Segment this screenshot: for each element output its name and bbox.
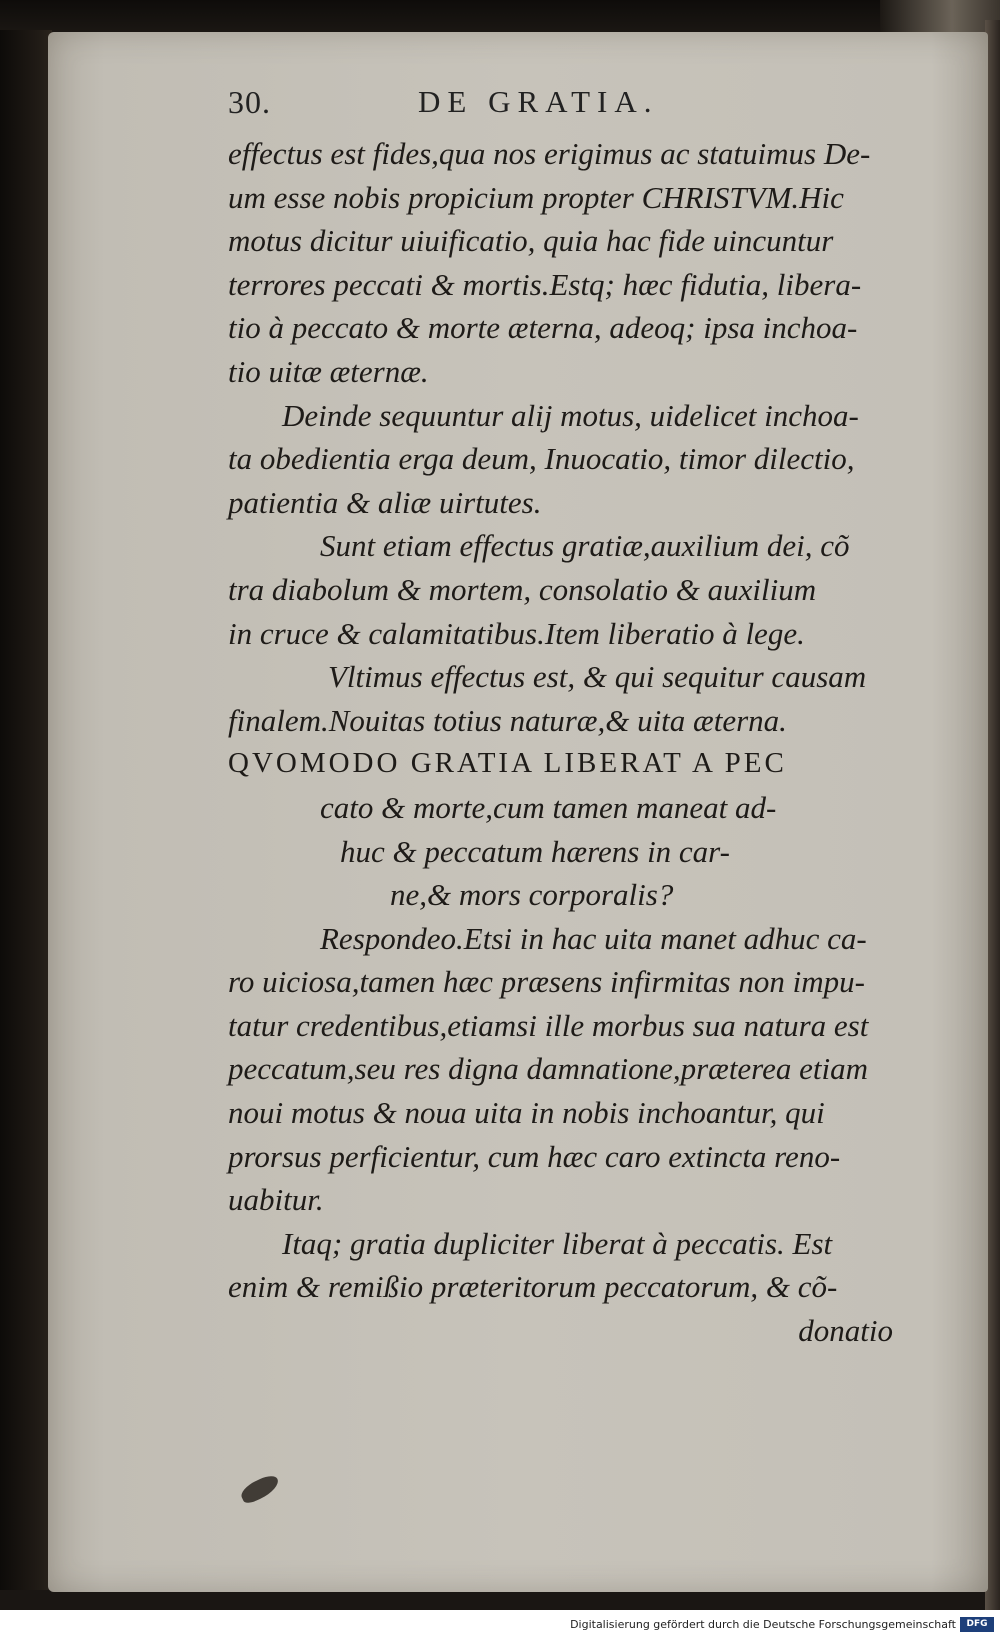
text-line: um esse nobis propicium propter CHRISTVM.Hic (228, 179, 844, 215)
text-line: uabitur. (228, 1182, 324, 1218)
catchword: donatio (798, 1313, 893, 1349)
text-line: noui motus & noua uita in nobis inchoantur, qui (228, 1095, 825, 1131)
text-line: terrores peccati & mortis.Estq; hæc fidutia, libera- (228, 266, 862, 302)
text-line: effectus est fides,qua nos erigimus ac statuimus De- (228, 136, 871, 171)
funding-credit: Digitalisierung gefördert durch die Deutsche Forschungsgemeinschaft (570, 1618, 956, 1631)
footer-bar (0, 1610, 1000, 1642)
text-line: Respondeo.Etsi in hac uita manet adhuc ca- (320, 920, 867, 956)
text-line: Itaq; gratia dupliciter liberat à peccatis. Est (282, 1225, 833, 1261)
page-number: 30. (228, 84, 271, 120)
text-line: peccatum,seu res digna damnatione,præterea etiam (228, 1051, 868, 1087)
text-line: Deinde sequuntur alij motus, uidelicet inchoa- (282, 397, 859, 433)
dfg-logo: DFG (960, 1617, 994, 1632)
question-heading: QVOMODO GRATIA LIBERAT A PEC (228, 747, 787, 780)
question-line: ne,& mors corporalis? (390, 877, 674, 913)
text-line: tra diabolum & mortem, consolatio & auxilium (228, 571, 817, 607)
question-line: cato & morte,cum tamen maneat ad- (320, 789, 777, 825)
page-header (228, 80, 928, 130)
book-binding (0, 30, 52, 1590)
text-line: motus dicitur uiuificatio, quia hac fide uincuntur (228, 223, 834, 259)
text-line: tatur credentibus,etiamsi ille morbus sua natura est (228, 1007, 869, 1043)
text-line: tio à peccato & morte æterna, adeoq; ipsa inchoa- (228, 310, 858, 346)
question-line: huc & peccatum hærens in car- (340, 833, 730, 869)
page-text (228, 132, 893, 1353)
text-line: Vltimus effectus est, & qui sequitur causam (328, 659, 867, 695)
scan-top-band (0, 0, 1000, 36)
text-line: finalem.Nouitas totius naturæ,& uita æterna. (228, 702, 787, 738)
text-line: Sunt etiam effectus gratiæ,auxilium dei, cõ (320, 528, 850, 564)
text-line: tio uitæ æternæ. (228, 353, 429, 389)
text-line: ro uiciosa,tamen hæc præsens infirmitas non impu- (228, 964, 865, 1000)
text-line: ta obedientia erga deum, Inuocatio, timor dilectio, (228, 441, 855, 477)
text-line: prorsus perficientur, cum hæc caro extincta reno- (228, 1138, 841, 1174)
text-line: enim & remißio præteritorum peccatorum, & cõ- (228, 1269, 838, 1305)
text-line: patientia & aliæ uirtutes. (228, 484, 542, 520)
running-head: DE GRATIA. (418, 84, 659, 119)
text-line: in cruce & calamitatibus.Item liberatio à lege. (228, 615, 805, 651)
